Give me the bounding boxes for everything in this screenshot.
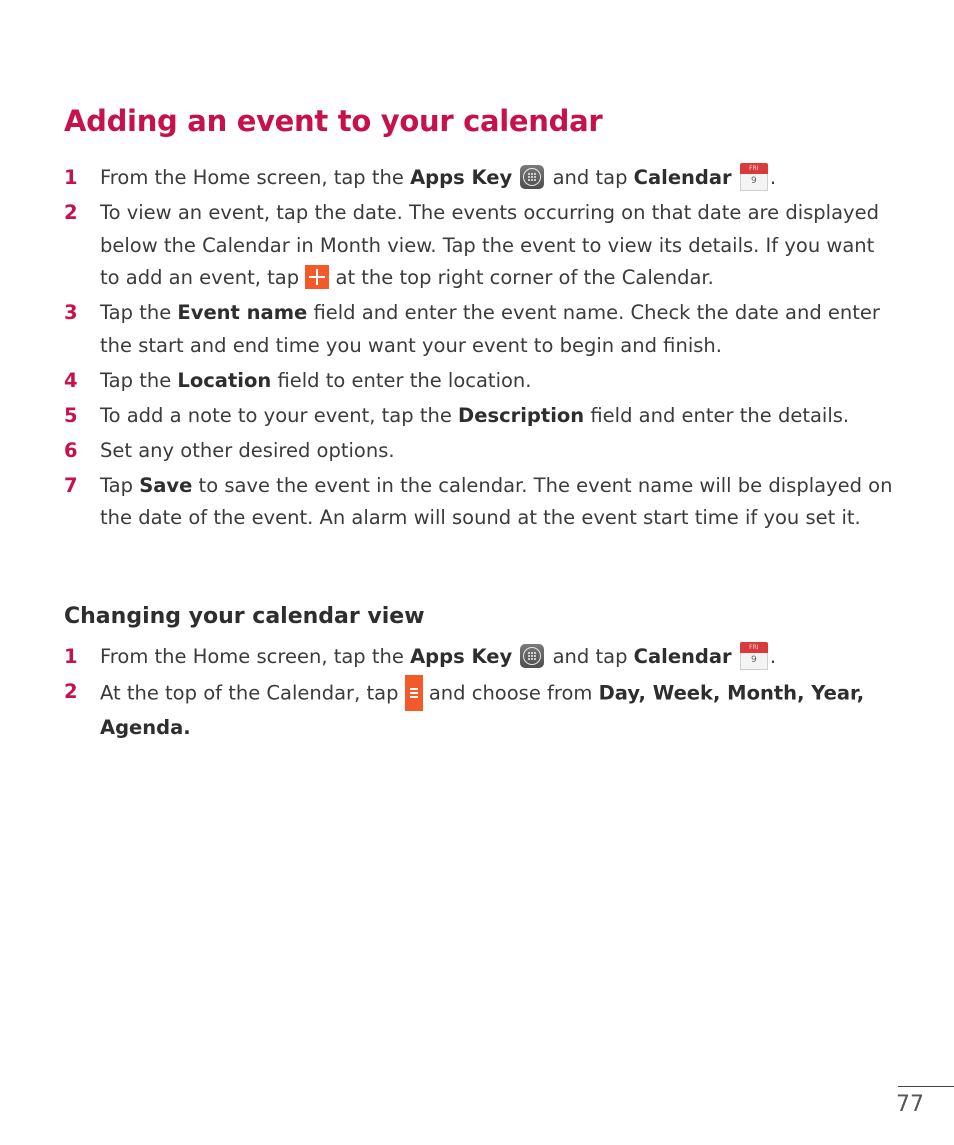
step-text: and tap bbox=[546, 645, 634, 668]
step-text: . bbox=[769, 166, 777, 189]
calendar-icon-day: FRI bbox=[740, 642, 768, 653]
step-text: to save the event in the calendar. The event name will be displayed on the date of the event. An alarm will sound at the event start time if you set it. bbox=[100, 473, 893, 529]
page-number: 77 bbox=[896, 1092, 924, 1117]
list-item bbox=[0, 162, 896, 195]
change-view-steps bbox=[0, 641, 954, 747]
list-item bbox=[0, 197, 896, 295]
step-text: Set any other desired options. bbox=[100, 438, 395, 462]
step-number: 2 bbox=[64, 680, 78, 703]
add-event-steps bbox=[0, 162, 954, 537]
step-text: field to enter the location. bbox=[271, 368, 532, 392]
description-label: Description bbox=[458, 403, 585, 427]
step-text: To view an event, tap the date. The events occurring on that date are displayed below the Calendar in Month view. Tap the event to view its details. If you want to add an event, tap bbox=[100, 201, 879, 289]
list-item bbox=[0, 435, 896, 468]
step-number: 5 bbox=[64, 403, 78, 427]
menu-icon bbox=[405, 675, 423, 711]
step-text: and choose from bbox=[422, 681, 599, 705]
footer-divider bbox=[898, 1086, 954, 1087]
list-item bbox=[0, 676, 896, 745]
calendar-icon-date: 9 bbox=[740, 174, 768, 191]
step-text: From the Home screen, tap the bbox=[100, 166, 411, 189]
step-text: Tap bbox=[100, 473, 140, 497]
plus-icon bbox=[305, 265, 329, 289]
list-item bbox=[0, 641, 896, 674]
list-item bbox=[0, 365, 896, 398]
apps-key-label: Apps Key bbox=[410, 645, 513, 668]
step-number: 3 bbox=[64, 301, 78, 324]
list-item bbox=[0, 470, 896, 535]
view-options-label: Day, Week, Month, Year, Agenda. bbox=[100, 681, 865, 739]
calendar-label: Calendar bbox=[633, 645, 732, 668]
step-text: From the Home screen, tap the bbox=[100, 645, 411, 668]
event-name-label: Event name bbox=[177, 301, 308, 324]
apps-key-icon bbox=[520, 644, 544, 668]
step-number: 2 bbox=[64, 201, 78, 224]
calendar-app-icon bbox=[740, 163, 768, 191]
step-text: At the top of the Calendar, tap bbox=[100, 681, 405, 705]
step-text: Tap the bbox=[100, 368, 178, 392]
step-number: 1 bbox=[64, 645, 78, 668]
calendar-icon-day: FRI bbox=[740, 163, 768, 174]
step-text: . bbox=[769, 645, 777, 668]
step-text: To add a note to your event, tap the bbox=[100, 403, 459, 427]
section-heading: Changing your calendar view bbox=[64, 604, 425, 629]
calendar-icon-date: 9 bbox=[740, 653, 768, 670]
location-label: Location bbox=[177, 368, 272, 392]
calendar-label: Calendar bbox=[633, 166, 732, 189]
step-number: 4 bbox=[64, 368, 78, 392]
step-number: 7 bbox=[64, 473, 78, 497]
step-text: field and enter the details. bbox=[584, 403, 850, 427]
apps-key-icon bbox=[520, 165, 544, 189]
step-number: 6 bbox=[64, 438, 78, 462]
step-text: at the top right corner of the Calendar. bbox=[329, 266, 714, 289]
step-text: field and enter the event name. Check the date and enter the start and end time you want your event to begin and finish. bbox=[100, 301, 880, 357]
step-number: 1 bbox=[64, 166, 78, 189]
step-text: Tap the bbox=[100, 301, 178, 324]
page-title: Adding an event to your calendar bbox=[64, 104, 603, 138]
step-text: and tap bbox=[546, 166, 634, 189]
calendar-app-icon bbox=[740, 642, 768, 670]
list-item bbox=[0, 400, 896, 433]
list-item bbox=[0, 297, 896, 362]
apps-key-label: Apps Key bbox=[410, 166, 513, 189]
save-label: Save bbox=[139, 473, 193, 497]
